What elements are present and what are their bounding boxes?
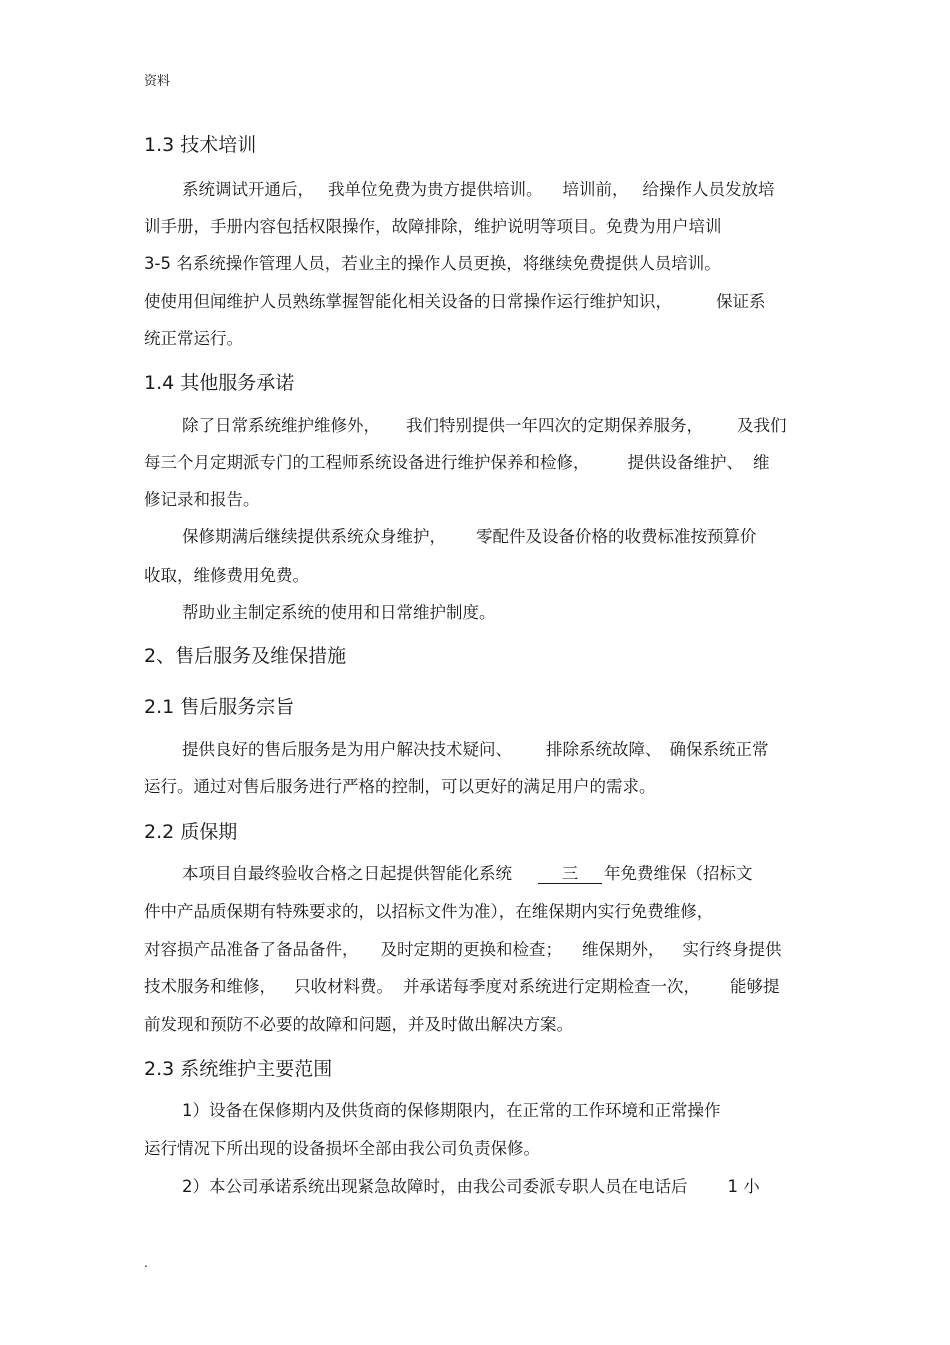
section-2-title: 2、售后服务及维保措施 (144, 645, 347, 667)
s13-line-1: 系统调试开通后， 我单位免费为贵方提供培训。 培训前， 给操作人员发放培 (182, 180, 775, 199)
s14-p1-line-2: 每三个月定期派专门的工程师系统设备进行维护保养和检修， 提供设备维护、 维 (144, 453, 770, 472)
page-header: 资料 (144, 74, 171, 89)
s14-p2-line-1: 保修期满后继续提供系统众身维护， 零配件及设备价格的收费标准按预算价 (182, 527, 757, 546)
s23-p2-line-1: 2）本公司承诺系统出现紧急故障时，由我公司委派专职人员在电话后 1 小 (182, 1177, 760, 1196)
s14-p1-line-3: 修记录和报告。 (144, 490, 260, 509)
s22-line-3: 对容损产品准备了备品备件， 及时定期的更换和检查； 维保期外， 实行终身提供 (144, 940, 782, 959)
s22-line-5: 前发现和预防不必要的故障和问题，并及时做出解决方案。 (144, 1015, 573, 1034)
section-1-4-title: 1.4 其他服务承诺 (144, 372, 295, 394)
s14-p3: 帮助业主制定系统的使用和日常维护制度。 (182, 603, 496, 622)
s21-line-1: 提供良好的售后服务是为用户解决技术疑问、 排除系统故障、 确保系统正常 (182, 740, 769, 759)
section-2-3-title: 2.3 系统维护主要范围 (144, 1058, 333, 1080)
s22-line-1: 本项目自最终验收合格之日起提供智能化系统 三 年免费维保（招标文 (182, 864, 753, 883)
footer-dot: . (144, 1256, 148, 1270)
s21-line-2: 运行。通过对售后服务进行严格的控制，可以更好的满足用户的需求。 (144, 777, 656, 796)
warranty-years-blank: 三 (538, 865, 602, 884)
s22-line-4: 技术服务和维修， 只收材料费。 并承诺每季度对系统进行定期检查一次， 能够提 (144, 977, 780, 996)
s14-p2-line-2: 收取，维修费用免费。 (144, 566, 309, 585)
s13-line-5: 统正常运行。 (144, 329, 243, 348)
s13-line-2: 训手册，手册内容包括权限操作，故障排除，维护说明等项目。免费为用户培训 (144, 217, 722, 236)
s13-line-3: 3-5 名系统操作管理人员，若业主的操作人员更换，将继续免费提供人员培训。 (144, 254, 721, 273)
s22-line-2: 件中产品质保期有特殊要求的，以招标文件为准），在维保期内实行免费维修， (144, 902, 714, 921)
section-1-3-title: 1.3 技术培训 (144, 134, 257, 156)
section-2-2-title: 2.2 质保期 (144, 821, 238, 843)
s23-p1-line-1: 1）设备在保修期内及供货商的保修期限内，在正常的工作环境和正常操作 (182, 1101, 721, 1120)
s23-p1-line-2: 运行情况下所出现的设备损坏全部由我公司负责保修。 (144, 1139, 540, 1158)
section-2-1-title: 2.1 售后服务宗旨 (144, 696, 295, 718)
s13-line-4: 使使用但闻维护人员熟练掌握智能化相关设备的日常操作运行维护知识， 保证系 (144, 292, 766, 311)
s14-p1-line-1: 除了日常系统维护维修外， 我们特别提供一年四次的定期保养服务， 及我们 (182, 416, 787, 435)
